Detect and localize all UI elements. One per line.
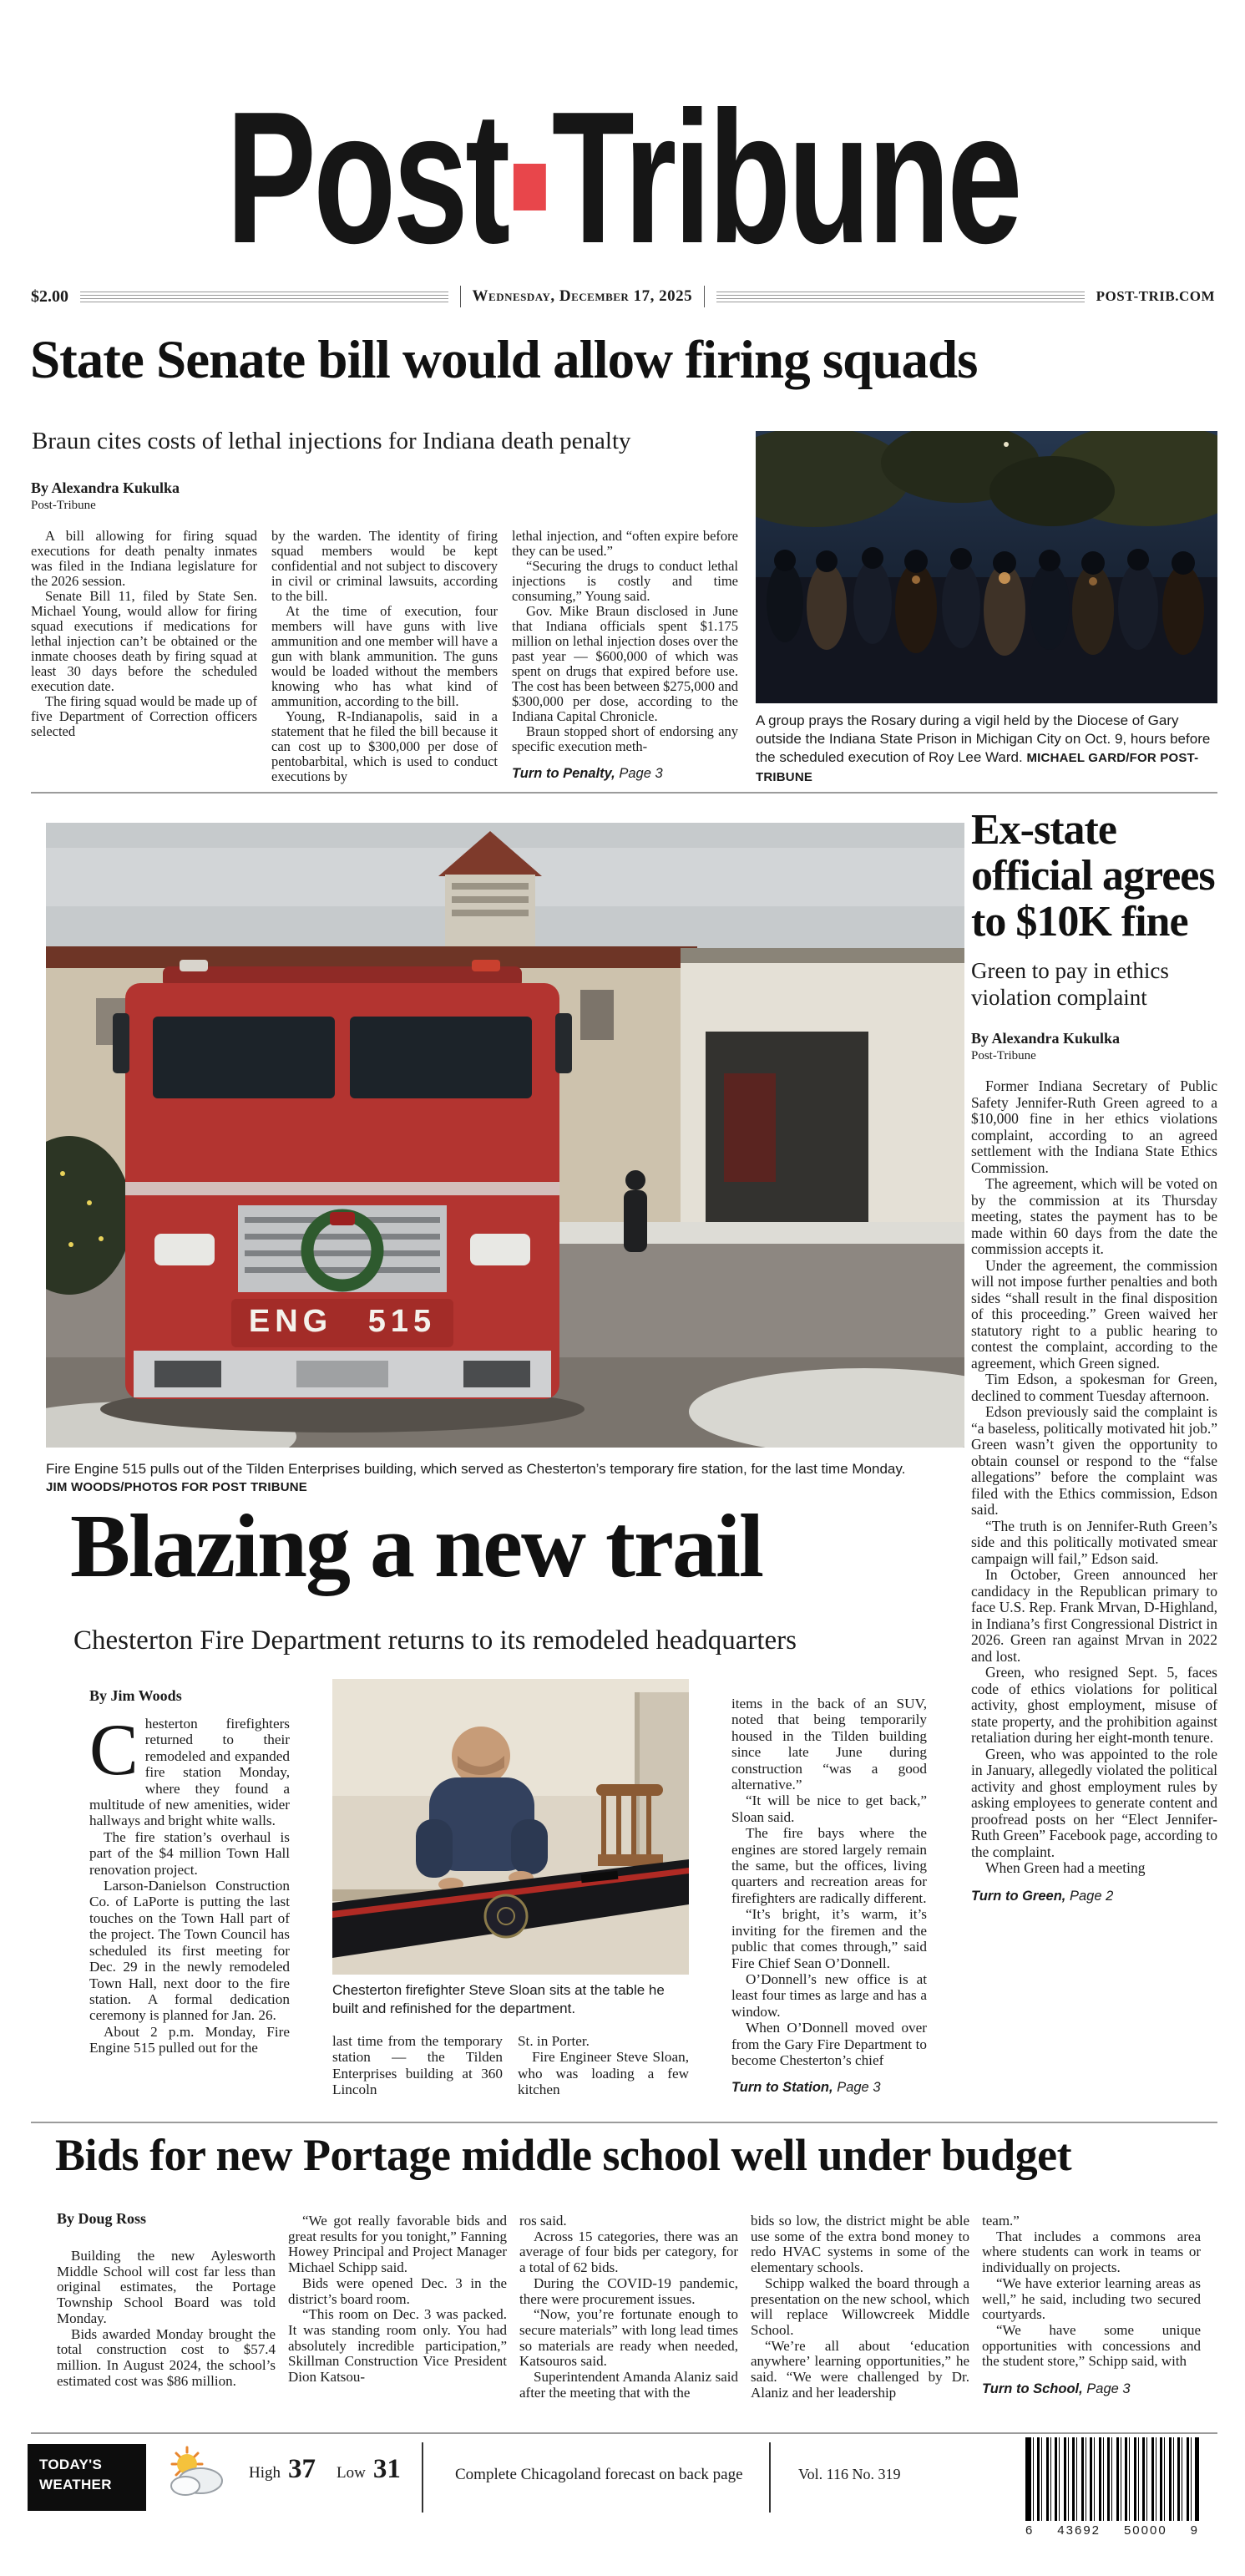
weather-label: WEATHER bbox=[39, 2476, 112, 2492]
low-label: Low bbox=[337, 2464, 366, 2482]
jump-line: Turn to Green, Page 2 bbox=[971, 1888, 1114, 1904]
dateline-rule-right bbox=[716, 292, 1085, 302]
photo-credit: JIM WOODS/PHOTOS FOR POST TRIBUNE bbox=[46, 1480, 308, 1494]
dateline-divider bbox=[460, 286, 461, 307]
blazing-byline: By Jim Woods bbox=[89, 1687, 182, 1704]
senate-column-1: A bill allowing for firing squad executions for death penalty inmates was filed in the Indiana legislature for the 2026 session. Senate Bill 11, filed by State Sen. Michael Young, would allow for firing squad executions if medications for lethal injection can’t be obtained or the inmate chooses death by firing squad at least 30 days before the scheduled execution date. The firing squad would be made up of five Department of Correction officers selected bbox=[31, 529, 257, 739]
footer-divider bbox=[31, 2432, 1217, 2434]
blazing-subcolumn-a: last time from the temporary station — the Tilden Enterprises building at 360 Lincoln bbox=[332, 2033, 503, 2098]
school-column-4: bids so low, the district might be able use some of the extra bond money to redo HVAC systems in some of the elementary schools. Schipp walked the board through a presentation on the new school, which will replace Willowcreek Middle School. “We’re all about ‘education anywhere’ learning opportunities,” he said. “We were challenged by Dr. Alaniz and her leadership bbox=[751, 2213, 969, 2401]
dateline-rule-left bbox=[80, 292, 448, 302]
blazing-column-3 bbox=[731, 1696, 927, 2109]
school-headline: Bids for new Portage middle school well under budget bbox=[55, 2130, 1072, 2180]
website-url: POST-TRIB.COM bbox=[1096, 288, 1215, 304]
footer-vertical-divider bbox=[769, 2442, 771, 2513]
blazing-column-1 bbox=[89, 1716, 290, 2115]
barcode-digits: 6 43692 50000 9 bbox=[1025, 2523, 1199, 2538]
upc-barcode bbox=[1025, 2437, 1199, 2538]
caption-text: A group prays the Rosary during a vigil held by the Diocese of Gary outside the Indiana State Prison in Michigan City on Oct. 9, hours before the scheduled execution of Roy Lee Ward. bbox=[756, 712, 1211, 765]
blazing-subhead: Chesterton Fire Department returns to its remodeled headquarters bbox=[73, 1625, 797, 1656]
forecast-note: Complete Chicagoland forecast on back page bbox=[455, 2466, 743, 2483]
photo-credit: MICHAEL GARD/FOR POST-TRIBUNE bbox=[756, 751, 1199, 784]
senate-body bbox=[31, 529, 740, 794]
green-byline bbox=[971, 1030, 1217, 1063]
senate-column-2: by the warden. The identity of firing squad members would be kept confidential and not subject to discovery in civil or criminal lawsuits, according to the bill. At the time of execution, four members will have guns with live ammunition and one member will have a gun with blank ammunition. The guns would be loaded without the members knowing who has what kind of ammunition, according to the bill. Young, R-Indianapolis, said in a statement that he filed the bill because it can cost up to $300,000 per dose of pentobarbital, which is used to conduct executions by bbox=[271, 529, 498, 784]
jump-line: Turn to School, Page 3 bbox=[982, 2381, 1131, 2397]
blazing-column-1-rest: The fire station’s overhaul is part of the $4 million Town Hall renovation project. Larson-Danielson Construction Co. of LaPorte is putting the last touches on the Town Hall part of the project. The Town Council has scheduled its first meeting for Dec. 29 in the newly remodeled Town Hall, next door to the fire station. A formal dedication ceremony is planned for Jan. 26. About 2 p.m. Monday, Fire Engine 515 pulled out for the bbox=[89, 1828, 290, 2056]
footer-vertical-divider bbox=[422, 2442, 423, 2513]
todays-weather-box bbox=[28, 2444, 146, 2511]
byline-org: Post-Tribune bbox=[971, 1049, 1036, 1063]
school-column-3: ros said. Across 15 categories, there was an average of four bids per category, for a total of 62 bids. During the COVID-19 pandemic, there were procurement issues. “Now, you’re fortunate enough to secure materials” with long lead times so materials are ready when needed, Katsouros said. Superintendent Amanda Alaniz said after the meeting that with the bbox=[519, 2213, 738, 2401]
green-body: Former Indiana Secretary of Public Safety Jennifer-Ruth Green agreed to a $10,000 fine in her ethics violations complaint, according to an agreed settlement with the Indiana State Ethics Commission. The agreement, which will be voted on by the commission at its Thursday meeting, states the payment has to be made within 60 days from the date the commission accepts it. Under the agreement, the commission will not impose further penalties and both sides “shall result in the final disposition of this proceeding.” Green waived her statutory right to a public hearing to contest the complaint, according to the agreement, which Green signed. Tim Edson, a spokesman for Green, declined to comment Tuesday afternoon. Edson previously said the complaint is “a baseless, politically motivated hit job.” Green wasn’t given the opportunity to obtain counsel or respond to the “false allegations” before the complaint was filed with the Ethics commission, Edson said. “The truth is on Jennifer-Ruth Green’s side and this politically motivated smear campaign will fail,” Edson said. In October, Green announced her candidacy in the Republican primary to face U.S. Rep. Frank Mrvan, D-Highland, in Indiana’s first Congressional District in 2026. Green ran against Mrvan in 2022 and lost. Green, who resigned Sept. 5, faces code of ethics violations for political activity, ghost employment, misuse of state property, and the prohibition against retaliation during her eight-month tenure. Green, who was appointed to the role in January, allegedly violated the political activity and ghost employment rules by asking employees to generate content and proofread posts on her “Elect Jennifer-Ruth Green” Facebook page, according to the complaint. When Green had a meeting bbox=[971, 1078, 1217, 1877]
firefighter-table-illustration bbox=[332, 1679, 689, 1975]
caption-text: Fire Engine 515 pulls out of the Tilden Enterprises building, which served as Chesterton’s temporary fire station, for the last time Monday. bbox=[46, 1461, 906, 1477]
dateline-divider bbox=[704, 286, 705, 307]
school-column-5 bbox=[982, 2213, 1201, 2432]
engine-number-label: ENG 515 bbox=[248, 1304, 437, 1339]
byline-name: By Alexandra Kukulka bbox=[971, 1030, 1121, 1047]
jump-line: Turn to Penalty, Page 3 bbox=[512, 766, 663, 781]
firefighter-table-photo bbox=[332, 1679, 689, 1975]
green-story bbox=[971, 807, 1217, 2114]
barcode-bars bbox=[1025, 2437, 1199, 2521]
fire-engine-photo bbox=[46, 823, 964, 1448]
green-headline: Ex-state official agrees to $10K fine bbox=[971, 807, 1215, 946]
senate-column-3-text: lethal injection, and “often expire before they can be used.” “Securing the drugs to conduct lethal injections is costly and time consuming,” Young said. Gov. Mike Braun disclosed in June that Indiana officials spent $1.175 million on lethal injection doses over the past year — $600,000 of which was spent on drugs that expired before use. The cost has been between $275,000 and $300,000 per dose, according to the Indiana Capital Chronicle. Braun stopped short of endorsing any specific execution meth- bbox=[512, 529, 738, 754]
blazing-headline: Blazing a new trail bbox=[70, 1497, 762, 1596]
today-label: TODAY'S bbox=[39, 2457, 103, 2472]
school-column-1: Building the new Aylesworth Middle School will cost far less than original estimates, the Portage Township School Board was told Monday. Bids awarded Monday brought the total construction cost to $57.4 million. In August 2024, the school’s estimated cost was $86 million. bbox=[57, 2249, 276, 2389]
blazing-subcolumn-b: St. in Porter. Fire Engineer Steve Sloan, who was loading a few kitchen bbox=[518, 2033, 689, 2098]
fire-engine-illustration bbox=[46, 823, 964, 1448]
jump-line: Turn to Station, Page 3 bbox=[731, 2080, 881, 2096]
volume-number: Vol. 116 No. 319 bbox=[798, 2466, 901, 2482]
blazing-column-3-text: items in the back of an SUV, noted that being temporarily housed in the Tilden building since late June during construction “was a good alternative.” “It will be nice to get back,” Sloan said. The fire bays where the engines are stored largely remain the same, but the offices, living quarters and recreation areas for firefighters are radically different. “It’s bright, it’s warm, it’s inviting for the firemen and the public that comes through,” said Fire Chief Sean O’Donnell. O’Donnell’s new office is at least four times as large and has a window. When O’Donnell moved over from the Gary Fire Department to become Chesterton’s chief bbox=[731, 1696, 927, 2068]
fire-photo-caption bbox=[46, 1460, 964, 1497]
school-byline: By Doug Ross bbox=[57, 2210, 147, 2227]
vigil-caption bbox=[756, 712, 1217, 787]
senate-headline: State Senate bill would allow firing squads bbox=[30, 330, 978, 390]
nameplate bbox=[0, 72, 1245, 282]
vigil-photo bbox=[756, 431, 1217, 703]
issue-date: Wednesday, December 17, 2025 bbox=[472, 287, 693, 305]
school-column-2: “We got really favorable bids and great results for you tonight,” Fanning Howey Principal and Project Manager Michael Schipp said. Bids were opened Dec. 3 in the district’s board room. “This room on Dec. 3 was packed. It was standing room only. You had absolutely incredible participation,” Skillman Construction Vice President Dion Katsou- bbox=[288, 2213, 507, 2386]
high-label: High bbox=[249, 2464, 281, 2482]
nameplate-tribune: Tribune bbox=[551, 72, 1020, 282]
high-low-temps bbox=[249, 2454, 401, 2485]
partly-cloudy-icon bbox=[165, 2446, 225, 2499]
senate-byline bbox=[31, 479, 180, 513]
senate-subhead: Braun cites costs of lethal injections for Indiana death penalty bbox=[32, 428, 631, 454]
nameplate-post: Post bbox=[225, 72, 508, 282]
inset-photo-caption: Chesterton firefighter Steve Sloan sits at the table he built and refinished for the department. bbox=[332, 1982, 665, 2016]
byline-org: Post-Tribune bbox=[31, 499, 96, 512]
drop-cap: C bbox=[89, 1716, 139, 1791]
low-temp: 31 bbox=[372, 2454, 401, 2484]
school-column-5-text: team.” That includes a commons area where students can work in teams or individually on projects. “We have exterior learning areas as well,” he said, including two secured courtyards. “We have some unique opportunities with concessions and the student store,” Schipp said, with bbox=[982, 2213, 1201, 2370]
nameplate-hyphen bbox=[513, 164, 545, 210]
senate-column-3 bbox=[512, 529, 738, 794]
section-divider bbox=[31, 792, 1217, 794]
byline-name: By Alexandra Kukulka bbox=[31, 479, 180, 496]
green-subhead: Green to pay in ethics violation complaint bbox=[971, 958, 1169, 1011]
vigil-photo-illustration bbox=[756, 431, 1217, 703]
high-temp: 37 bbox=[288, 2454, 316, 2484]
price: $2.00 bbox=[31, 287, 68, 306]
dateline bbox=[31, 284, 1215, 309]
paragraph-text: hesterton firefighters returned to their remodeled and expanded fire station Monday, where they found a multitude of new amenities, wider hallways and bright white walls. bbox=[89, 1716, 290, 1829]
section-divider bbox=[31, 2122, 1217, 2123]
